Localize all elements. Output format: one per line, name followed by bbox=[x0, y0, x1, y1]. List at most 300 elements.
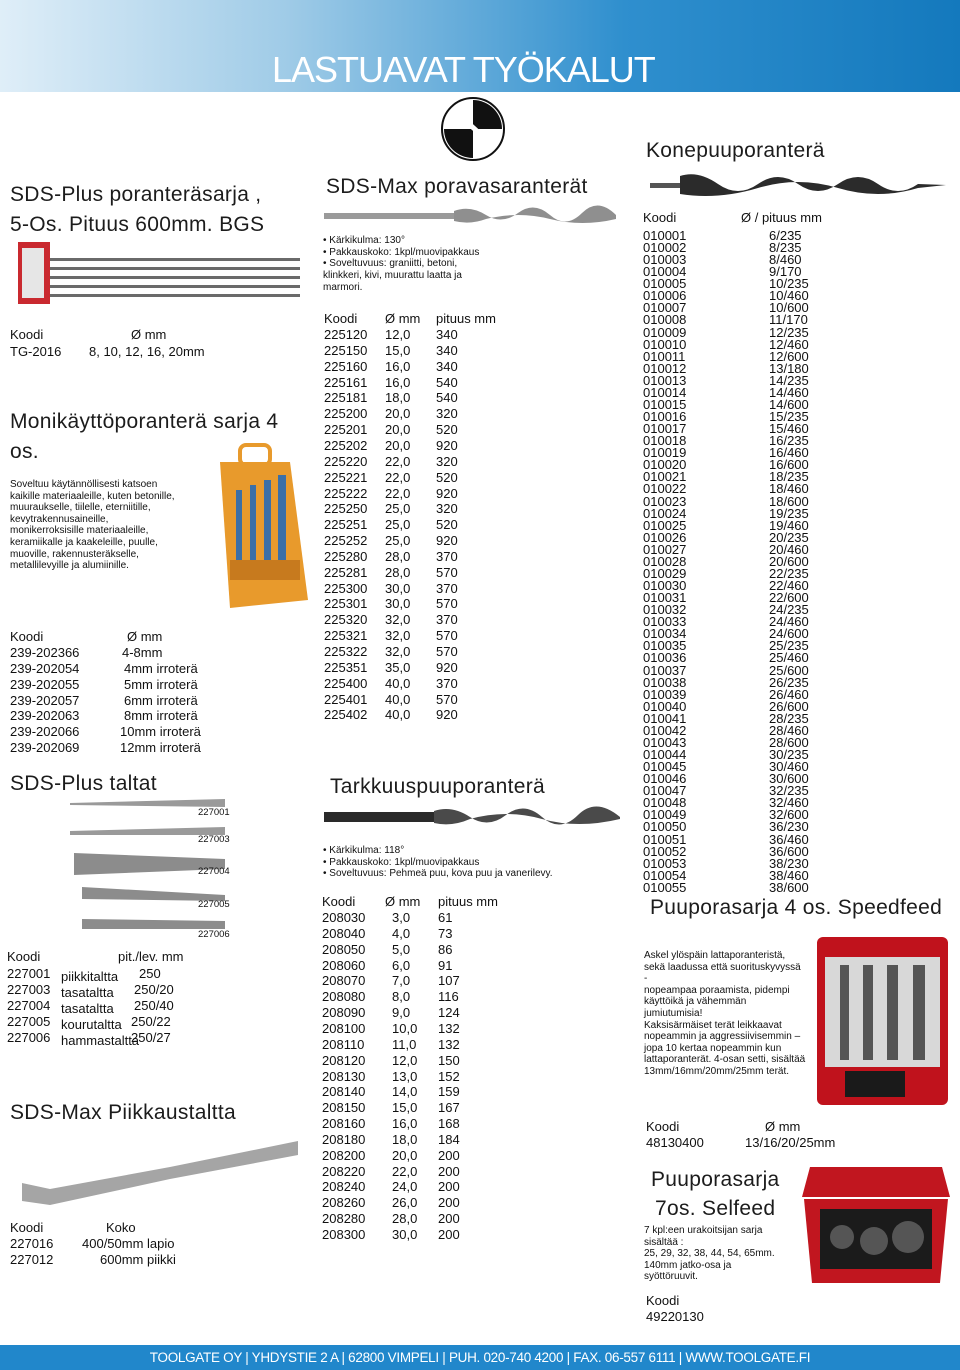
product-code: 48130400 bbox=[646, 1135, 704, 1150]
table-cell: hammastaltta bbox=[61, 1033, 140, 1048]
table-cell: 225320 bbox=[324, 612, 368, 627]
machine-wood-drill-image bbox=[648, 170, 948, 200]
table-cell: piikkitaltta bbox=[61, 969, 119, 984]
table-cell: 18,0 bbox=[385, 390, 411, 405]
table-cell: 200 bbox=[438, 1164, 460, 1179]
table-cell: 010037 bbox=[643, 663, 687, 678]
table-cell: 520 bbox=[436, 470, 458, 485]
chisels-title: SDS-Plus taltat bbox=[10, 772, 157, 795]
table-cell: 5mm irroterä bbox=[124, 677, 198, 692]
table-cell: 18/460 bbox=[769, 481, 809, 496]
table-cell: 10,0 bbox=[392, 1021, 418, 1036]
table-cell: 010025 bbox=[643, 518, 687, 533]
col-header-code: Koodi bbox=[646, 1119, 680, 1134]
table-cell: 38/600 bbox=[769, 880, 809, 895]
table-cell: 225201 bbox=[324, 422, 368, 437]
table-cell: 208040 bbox=[322, 926, 366, 941]
description-line: nopeampaa poraamista, pidempi bbox=[644, 984, 790, 996]
table-cell: 239-202066 bbox=[10, 724, 80, 739]
table-cell: 010021 bbox=[643, 469, 687, 484]
multi-set-description bbox=[10, 479, 210, 572]
bullet-item: • Pakkauskoko: 1kpl/muovipakkaus bbox=[323, 247, 523, 259]
table-cell: 239-202057 bbox=[10, 693, 80, 708]
table-cell: 22/600 bbox=[769, 590, 809, 605]
table-cell: 250/40 bbox=[134, 998, 174, 1013]
table-cell: 25/460 bbox=[769, 650, 809, 665]
description-line: muoville, rakennusteräkselle, bbox=[10, 548, 139, 560]
table-cell: 24/460 bbox=[769, 614, 809, 629]
table-cell: 239-202069 bbox=[10, 740, 80, 755]
table-cell: kourutaltta bbox=[61, 1017, 122, 1032]
table-cell: 7,0 bbox=[392, 973, 411, 988]
page-title: LASTUAVAT TYÖKALUT bbox=[272, 49, 655, 90]
selfeed-title-1: Puuporasarja bbox=[651, 1168, 780, 1191]
table-cell: 208120 bbox=[322, 1053, 366, 1068]
table-cell: 32,0 bbox=[385, 644, 411, 659]
table-cell: 010006 bbox=[643, 288, 687, 303]
table-cell: 208110 bbox=[322, 1037, 365, 1052]
description-line: 140mm jatko-osa ja bbox=[644, 1259, 732, 1271]
table-cell: 3,0 bbox=[392, 910, 411, 925]
precision-wood-table bbox=[322, 910, 522, 1250]
table-cell: 540 bbox=[436, 375, 458, 390]
table-cell: 010044 bbox=[643, 747, 687, 762]
table-cell: 010028 bbox=[643, 554, 687, 569]
table-cell: 26/235 bbox=[769, 675, 809, 690]
description-line: 13mm/16mm/20mm/25mm terät. bbox=[644, 1065, 790, 1077]
table-cell: 32/460 bbox=[769, 795, 809, 810]
table-cell: 225150 bbox=[324, 343, 368, 358]
table-cell: 4-8mm bbox=[122, 645, 163, 660]
description-line: keramiikalle ja kaakeleille, puulle, bbox=[10, 536, 158, 548]
table-cell: 225120 bbox=[324, 327, 368, 342]
description-line: Askel ylöspäin lattaporanteristä, bbox=[644, 950, 786, 961]
table-cell: 208180 bbox=[322, 1132, 366, 1147]
table-cell: 18/600 bbox=[769, 494, 809, 509]
table-cell: 225281 bbox=[324, 565, 368, 580]
table-cell: 010033 bbox=[643, 614, 687, 629]
table-cell: 010001 bbox=[643, 228, 687, 243]
chisel-image-label: 227003 bbox=[198, 834, 230, 845]
table-cell: 225402 bbox=[324, 707, 368, 722]
table-cell: 32/600 bbox=[769, 807, 809, 822]
table-cell: 225280 bbox=[324, 549, 368, 564]
table-cell: 010047 bbox=[643, 783, 687, 798]
table-cell: 30/235 bbox=[769, 747, 809, 762]
table-cell: 200 bbox=[438, 1227, 460, 1242]
table-cell: 24/600 bbox=[769, 626, 809, 641]
table-cell: 18,0 bbox=[392, 1132, 418, 1147]
table-cell: 208220 bbox=[322, 1164, 366, 1179]
table-cell: 200 bbox=[438, 1148, 460, 1163]
table-cell: 208030 bbox=[322, 910, 366, 925]
table-cell: 116 bbox=[438, 989, 459, 1004]
chisel-image-label: 227004 bbox=[198, 866, 230, 877]
table-cell: 010053 bbox=[643, 856, 687, 871]
product-sizes: 8, 10, 12, 16, 20mm bbox=[89, 344, 205, 359]
footer-contact: TOOLGATE OY | YHDYSTIE 2 A | 62800 VIMPELI | PUH. 020-740 4200 | FAX. 06-557 6111 | WWW.TOOLGATE.FI bbox=[0, 1345, 960, 1370]
table-cell: 010042 bbox=[643, 723, 687, 738]
table-cell: 570 bbox=[436, 644, 458, 659]
col-header-dia: Ø / pituus mm bbox=[741, 210, 822, 225]
table-cell: 010010 bbox=[643, 337, 687, 352]
table-cell: 36/230 bbox=[769, 819, 809, 834]
table-cell: 208150 bbox=[322, 1100, 366, 1115]
table-cell: 208060 bbox=[322, 958, 366, 973]
table-cell: 227016 bbox=[10, 1236, 54, 1251]
col-header-code: Koodi bbox=[324, 311, 358, 326]
table-cell: 370 bbox=[436, 676, 458, 691]
table-cell: 12,0 bbox=[385, 327, 411, 342]
table-cell: 26,0 bbox=[392, 1195, 418, 1210]
table-cell: 010016 bbox=[643, 409, 687, 424]
table-cell: 6,0 bbox=[392, 958, 411, 973]
col-header-dia: Ø mm bbox=[385, 894, 421, 909]
table-cell: 208070 bbox=[322, 973, 366, 988]
table-cell: 208080 bbox=[322, 989, 366, 1004]
table-cell: 30/600 bbox=[769, 771, 809, 786]
selfeed-title-2: 7os. Selfeed bbox=[655, 1197, 776, 1220]
table-cell: 570 bbox=[436, 628, 458, 643]
description-line: kevytrakennusaineille, bbox=[10, 513, 109, 525]
col-header-code: Koodi bbox=[643, 210, 677, 225]
table-cell: 16/600 bbox=[769, 457, 809, 472]
description-line: jopa 10 kertaa nopeammin kun bbox=[644, 1042, 782, 1054]
table-cell: 22,0 bbox=[385, 454, 411, 469]
table-cell: 22,0 bbox=[385, 470, 411, 485]
table-cell: 227003 bbox=[7, 982, 51, 997]
table-cell: 208050 bbox=[322, 942, 366, 957]
table-cell: 225401 bbox=[324, 692, 368, 707]
table-cell: 32,0 bbox=[385, 612, 411, 627]
table-cell: 010031 bbox=[643, 590, 687, 605]
table-cell: 920 bbox=[436, 438, 458, 453]
table-cell: 9/170 bbox=[769, 264, 802, 279]
table-cell: 520 bbox=[436, 422, 458, 437]
table-cell: 340 bbox=[436, 359, 458, 374]
table-cell: 28,0 bbox=[385, 549, 411, 564]
precision-wood-title: Tarkkuuspuuporanterä bbox=[330, 775, 545, 798]
table-cell: 19/235 bbox=[769, 506, 809, 521]
table-cell: 4mm irroterä bbox=[124, 661, 198, 676]
chisel-image-label: 227005 bbox=[198, 899, 230, 910]
table-cell: 227012 bbox=[10, 1252, 54, 1267]
bullet-item: • Soveltuvuus: Pehmeä puu, kova puu ja vanerilevy. bbox=[323, 868, 623, 880]
table-cell: 36/600 bbox=[769, 844, 809, 859]
table-cell: 227005 bbox=[7, 1014, 51, 1029]
table-cell: 010003 bbox=[643, 252, 687, 267]
table-cell: 25/600 bbox=[769, 663, 809, 678]
speedfeed-description bbox=[644, 950, 814, 1078]
table-cell: 10mm irroterä bbox=[120, 724, 201, 739]
table-cell: 4,0 bbox=[392, 926, 411, 941]
table-cell: 570 bbox=[436, 596, 458, 611]
table-cell: 26/600 bbox=[769, 699, 809, 714]
table-cell: 010055 bbox=[643, 880, 687, 895]
description-line: lattaporanterät. 4-osan setti, sisältää bbox=[644, 1054, 806, 1066]
table-cell: 208280 bbox=[322, 1211, 366, 1226]
sds-plus-set-title-1: SDS-Plus poranteräsarja , bbox=[10, 183, 262, 206]
table-cell: 86 bbox=[438, 942, 453, 957]
bullet-item: • Soveltuvuus: graniitti, betoni, bbox=[323, 258, 523, 270]
sds-plus-set-title-2: 5-Os. Pituus 600mm. BGS bbox=[10, 213, 265, 236]
table-cell: 91 bbox=[438, 958, 453, 973]
table-cell: 61 bbox=[438, 910, 453, 925]
col-header-code: Koodi bbox=[646, 1293, 680, 1308]
table-cell: 8/460 bbox=[769, 252, 802, 267]
table-cell: 26/460 bbox=[769, 687, 809, 702]
table-cell: 225220 bbox=[324, 454, 368, 469]
product-code: TG-2016 bbox=[10, 344, 62, 359]
table-cell: 225300 bbox=[324, 581, 368, 596]
col-header-code: Koodi bbox=[10, 1220, 44, 1235]
description-line: käyttöikä ja vähemmän bbox=[644, 996, 747, 1008]
col-header-code: Koodi bbox=[10, 327, 44, 342]
table-cell: 208260 bbox=[322, 1195, 366, 1210]
col-header-dia: Ø mm bbox=[385, 311, 421, 326]
table-cell: 168 bbox=[438, 1116, 460, 1131]
table-cell: 010009 bbox=[643, 325, 687, 340]
table-cell: 28/460 bbox=[769, 723, 809, 738]
table-cell: 159 bbox=[438, 1084, 460, 1099]
col-header-dia: Ø mm bbox=[127, 629, 163, 644]
description-line: Kaksisärmäiset terät leikkaavat bbox=[644, 1019, 782, 1031]
chisel-image-label: 227006 bbox=[198, 929, 230, 940]
table-cell: 010002 bbox=[643, 240, 687, 255]
table-cell: 920 bbox=[436, 707, 458, 722]
table-cell: 11/170 bbox=[769, 312, 808, 327]
table-cell: 225202 bbox=[324, 438, 368, 453]
product-sizes: 13/16/20/25mm bbox=[745, 1135, 836, 1150]
table-cell: 010048 bbox=[643, 795, 687, 810]
table-cell: 208130 bbox=[322, 1069, 366, 1084]
table-cell: 010007 bbox=[643, 300, 687, 315]
table-cell: 010050 bbox=[643, 819, 687, 834]
col-header-code: Koodi bbox=[10, 629, 44, 644]
table-cell: 010024 bbox=[643, 506, 687, 521]
description-line: sekä laadussa että suorituskyvyssä bbox=[644, 961, 801, 973]
table-cell: 132 bbox=[438, 1021, 460, 1036]
table-cell: 250/27 bbox=[131, 1030, 171, 1045]
table-cell: 40,0 bbox=[385, 676, 411, 691]
table-cell: 010004 bbox=[643, 264, 687, 279]
table-cell: 12/235 bbox=[769, 325, 809, 340]
table-cell: 14/235 bbox=[769, 373, 809, 388]
table-cell: 15,0 bbox=[392, 1100, 418, 1115]
description-line: nopeammin ja aggressiivisemmin – bbox=[644, 1031, 801, 1043]
table-cell: 28/235 bbox=[769, 711, 809, 726]
table-cell: 107 bbox=[438, 973, 460, 988]
drill-logo-icon bbox=[440, 96, 506, 162]
table-cell: 225251 bbox=[324, 517, 368, 532]
table-cell: 239-202055 bbox=[10, 677, 80, 692]
table-cell: 010032 bbox=[643, 602, 687, 617]
table-cell: 227004 bbox=[7, 998, 51, 1013]
table-cell: 32/235 bbox=[769, 783, 809, 798]
table-cell: 16,0 bbox=[385, 359, 411, 374]
table-cell: 152 bbox=[438, 1069, 460, 1084]
sds-plus-drill-set-image bbox=[16, 240, 306, 308]
table-cell: 14,0 bbox=[392, 1084, 418, 1099]
table-cell: 16,0 bbox=[385, 375, 411, 390]
table-cell: 010015 bbox=[643, 397, 687, 412]
table-cell: 14/460 bbox=[769, 385, 809, 400]
sds-max-table bbox=[324, 327, 524, 727]
table-cell: 570 bbox=[436, 692, 458, 707]
multi-set-title-1: Monikäyttöporanterä sarja 4 bbox=[10, 410, 279, 433]
table-cell: 010030 bbox=[643, 578, 687, 593]
table-cell: 22/460 bbox=[769, 578, 809, 593]
table-cell: 15/460 bbox=[769, 421, 809, 436]
table-cell: 12/600 bbox=[769, 349, 809, 364]
table-cell: 19/460 bbox=[769, 518, 809, 533]
table-cell: 9,0 bbox=[392, 1005, 411, 1020]
table-cell: 010014 bbox=[643, 385, 687, 400]
table-cell: 18/235 bbox=[769, 469, 809, 484]
table-cell: 12/460 bbox=[769, 337, 809, 352]
description-line: sisältää : bbox=[644, 1236, 684, 1248]
table-cell: 30/460 bbox=[769, 759, 809, 774]
machine-wood-title: Konepuuporanterä bbox=[646, 139, 825, 162]
description-line: metallilevyille ja alumiinille. bbox=[10, 560, 129, 572]
table-cell: 6/235 bbox=[769, 228, 802, 243]
table-cell: 13,0 bbox=[392, 1069, 418, 1084]
selfeed-case-image bbox=[800, 1157, 952, 1289]
col-header-dia: Ø mm bbox=[765, 1119, 801, 1134]
col-header-size: Koko bbox=[106, 1220, 136, 1235]
table-cell: 010005 bbox=[643, 276, 687, 291]
bullet-continuation: klinkkeri, kivi, muurattu laatta ja bbox=[323, 270, 462, 281]
table-cell: 370 bbox=[436, 581, 458, 596]
product-code: 49220130 bbox=[646, 1309, 704, 1324]
table-cell: 250 bbox=[139, 966, 161, 981]
col-header-code: Koodi bbox=[7, 949, 41, 964]
selfeed-description bbox=[644, 1225, 814, 1283]
table-cell: 225322 bbox=[324, 644, 368, 659]
table-cell: 208200 bbox=[322, 1148, 366, 1163]
table-cell: 208300 bbox=[322, 1227, 366, 1242]
table-cell: 225181 bbox=[324, 390, 368, 405]
col-header-len: pit./lev. mm bbox=[118, 949, 184, 964]
table-cell: 010054 bbox=[643, 868, 687, 883]
speedfeed-package-image bbox=[815, 935, 950, 1107]
multi-set-title-2: os. bbox=[10, 440, 39, 463]
table-cell: 16/235 bbox=[769, 433, 809, 448]
bullet-item: • Kärkikulma: 118° bbox=[323, 845, 623, 857]
table-cell: 24/235 bbox=[769, 602, 809, 617]
table-cell: 010051 bbox=[643, 832, 687, 847]
table-cell: 010034 bbox=[643, 626, 687, 641]
table-cell: 010008 bbox=[643, 312, 687, 327]
table-cell: 225161 bbox=[324, 375, 368, 390]
table-cell: tasataltta bbox=[61, 1001, 114, 1016]
table-cell: 010029 bbox=[643, 566, 687, 581]
speedfeed-title: Puuporasarja 4 os. Speedfeed bbox=[650, 896, 943, 919]
table-cell: 167 bbox=[438, 1100, 460, 1115]
table-cell: 15,0 bbox=[385, 343, 411, 358]
table-cell: 8/235 bbox=[769, 240, 802, 255]
col-header-dia: Ø mm bbox=[131, 327, 167, 342]
table-cell: 225351 bbox=[324, 660, 368, 675]
table-cell: 208090 bbox=[322, 1005, 366, 1020]
table-cell: 32,0 bbox=[385, 628, 411, 643]
table-cell: 10/235 bbox=[769, 276, 809, 291]
table-cell: 225400 bbox=[324, 676, 368, 691]
table-cell: 13/180 bbox=[769, 361, 809, 376]
precision-wood-drill-image bbox=[322, 803, 624, 831]
table-cell: 010035 bbox=[643, 638, 687, 653]
table-cell: 12mm irroterä bbox=[120, 740, 201, 755]
table-cell: 25,0 bbox=[385, 533, 411, 548]
table-cell: 010013 bbox=[643, 373, 687, 388]
bullet-item: • Pakkauskoko: 1kpl/muovipakkaus bbox=[323, 857, 623, 869]
table-cell: 010018 bbox=[643, 433, 687, 448]
table-cell: 320 bbox=[436, 406, 458, 421]
table-cell: 208140 bbox=[322, 1084, 366, 1099]
table-cell: 30,0 bbox=[385, 596, 411, 611]
machine-wood-table bbox=[643, 228, 823, 898]
table-cell: 208160 bbox=[322, 1116, 366, 1131]
table-cell: 40,0 bbox=[385, 707, 411, 722]
table-cell: 225200 bbox=[324, 406, 368, 421]
table-cell: 150 bbox=[438, 1053, 460, 1068]
table-cell: 370 bbox=[436, 549, 458, 564]
table-cell: 239-202054 bbox=[10, 661, 80, 676]
description-line: monikerroksisille materiaaleille, bbox=[10, 525, 149, 537]
table-cell: 36/460 bbox=[769, 832, 809, 847]
table-cell: 010045 bbox=[643, 759, 687, 774]
table-cell: 225252 bbox=[324, 533, 368, 548]
table-cell: 225301 bbox=[324, 596, 368, 611]
table-cell: 010026 bbox=[643, 530, 687, 545]
table-cell: 8mm irroterä bbox=[124, 708, 198, 723]
table-cell: 250/20 bbox=[134, 982, 174, 997]
table-cell: 200 bbox=[438, 1179, 460, 1194]
table-cell: 239-202366 bbox=[10, 645, 80, 660]
table-cell: 010039 bbox=[643, 687, 687, 702]
table-cell: 227006 bbox=[7, 1030, 51, 1045]
table-cell: 010046 bbox=[643, 771, 687, 786]
table-cell: 25,0 bbox=[385, 501, 411, 516]
table-cell: 340 bbox=[436, 343, 458, 358]
table-cell: 227001 bbox=[7, 966, 51, 981]
table-cell: 225160 bbox=[324, 359, 368, 374]
table-cell: 250/22 bbox=[131, 1014, 171, 1029]
table-cell: 30,0 bbox=[392, 1227, 418, 1242]
table-cell: 38/460 bbox=[769, 868, 809, 883]
sds-max-chisel-image bbox=[20, 1133, 300, 1211]
table-cell: 010017 bbox=[643, 421, 687, 436]
table-cell: 208240 bbox=[322, 1179, 366, 1194]
table-cell: 28,0 bbox=[385, 565, 411, 580]
table-cell: 6mm irroterä bbox=[124, 693, 198, 708]
table-cell: 010020 bbox=[643, 457, 687, 472]
table-cell: 22,0 bbox=[385, 486, 411, 501]
description-line: Soveltuu käytännöllisesti katsoen bbox=[10, 479, 158, 490]
table-cell: 24,0 bbox=[392, 1179, 418, 1194]
table-cell: 208100 bbox=[322, 1021, 366, 1036]
table-cell: 28/600 bbox=[769, 735, 809, 750]
table-cell: 25/235 bbox=[769, 638, 809, 653]
table-cell: 10/460 bbox=[769, 288, 809, 303]
table-cell: 8,0 bbox=[392, 989, 411, 1004]
table-cell: 010052 bbox=[643, 844, 687, 859]
sds-max-chisel-title: SDS-Max Piikkaustaltta bbox=[10, 1101, 237, 1124]
table-cell: 400/50mm lapio bbox=[82, 1236, 175, 1251]
table-cell: 20,0 bbox=[392, 1148, 418, 1163]
table-cell: 320 bbox=[436, 501, 458, 516]
table-cell: 20,0 bbox=[385, 406, 411, 421]
